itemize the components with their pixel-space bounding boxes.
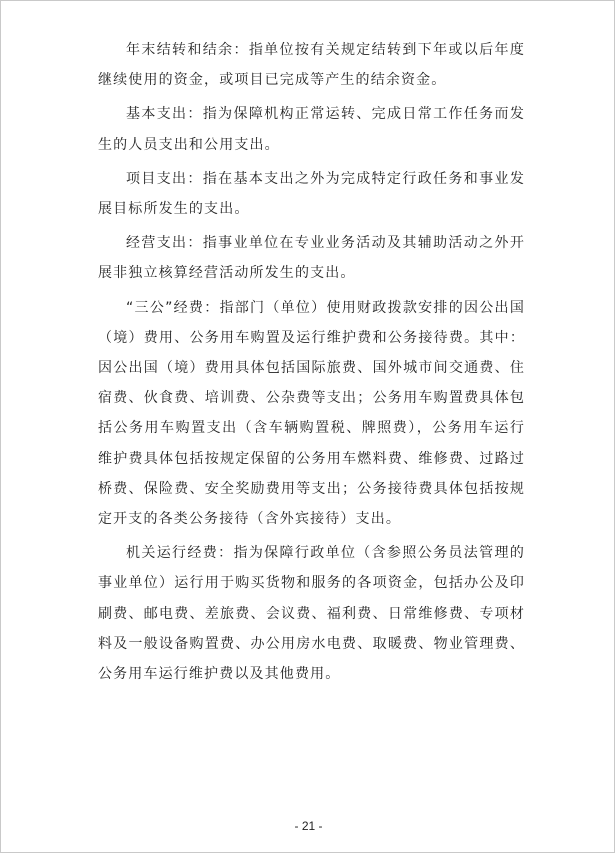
paragraph-operating-expenditure: 经营支出：指事业单位在专业业务活动及其辅助活动之外开展非独立核算经营活动所发生的支出。 [98, 235, 525, 282]
paragraph-three-public-expenses: “三公”经费：指部门（单位）使用财政拨款安排的因公出国（境）费用、公务用车购置及运行维护费和公务接待费。其中：因公出国（境）费用具体包括国际旅费、国外城市间交通费、住宿费、伙食费、培训费、公杂费等支出；公务用车购置费具体包括公务用车购置支出（含车辆购置税、牌照费），公务用车运行维护费具体包括按规定保留的公务用车燃料费、维修费、过路过桥费、保险费、安全奖励费用等支出；公务接待费具体包括按规定开支的各类公务接待（含外宾接待）支出。 [98, 299, 525, 528]
page-number: - 21 - [294, 819, 323, 833]
paragraph-project-expenditure: 项目支出：指在基本支出之外为完成特定行政任务和事业发展目标所发生的支出。 [98, 170, 525, 218]
paragraph-agency-operating-expenses: 机关运行经费：指为保障行政单位（含参照公务员法管理的事业单位）运行用于购买货物和服务的各项资金，包括办公及印刷费、邮电费、差旅费、会议费、福利费、日常维修费、专项材料及一般设备购置费、办公用房水电费、取暖费、物业管理费、公务用车运行维护费以及其他费用。 [98, 545, 525, 683]
document-body [98, 35, 525, 693]
paragraph-carryover-balance: 年末结转和结余：指单位按有关规定结转到下年或以后年度继续使用的资金，或项目已完成等产生的结余资金。 [98, 42, 525, 89]
paragraph-basic-expenditure: 基本支出：指为保障机构正常运转、完成日常工作任务而发生的人员支出和公用支出。 [98, 106, 525, 153]
